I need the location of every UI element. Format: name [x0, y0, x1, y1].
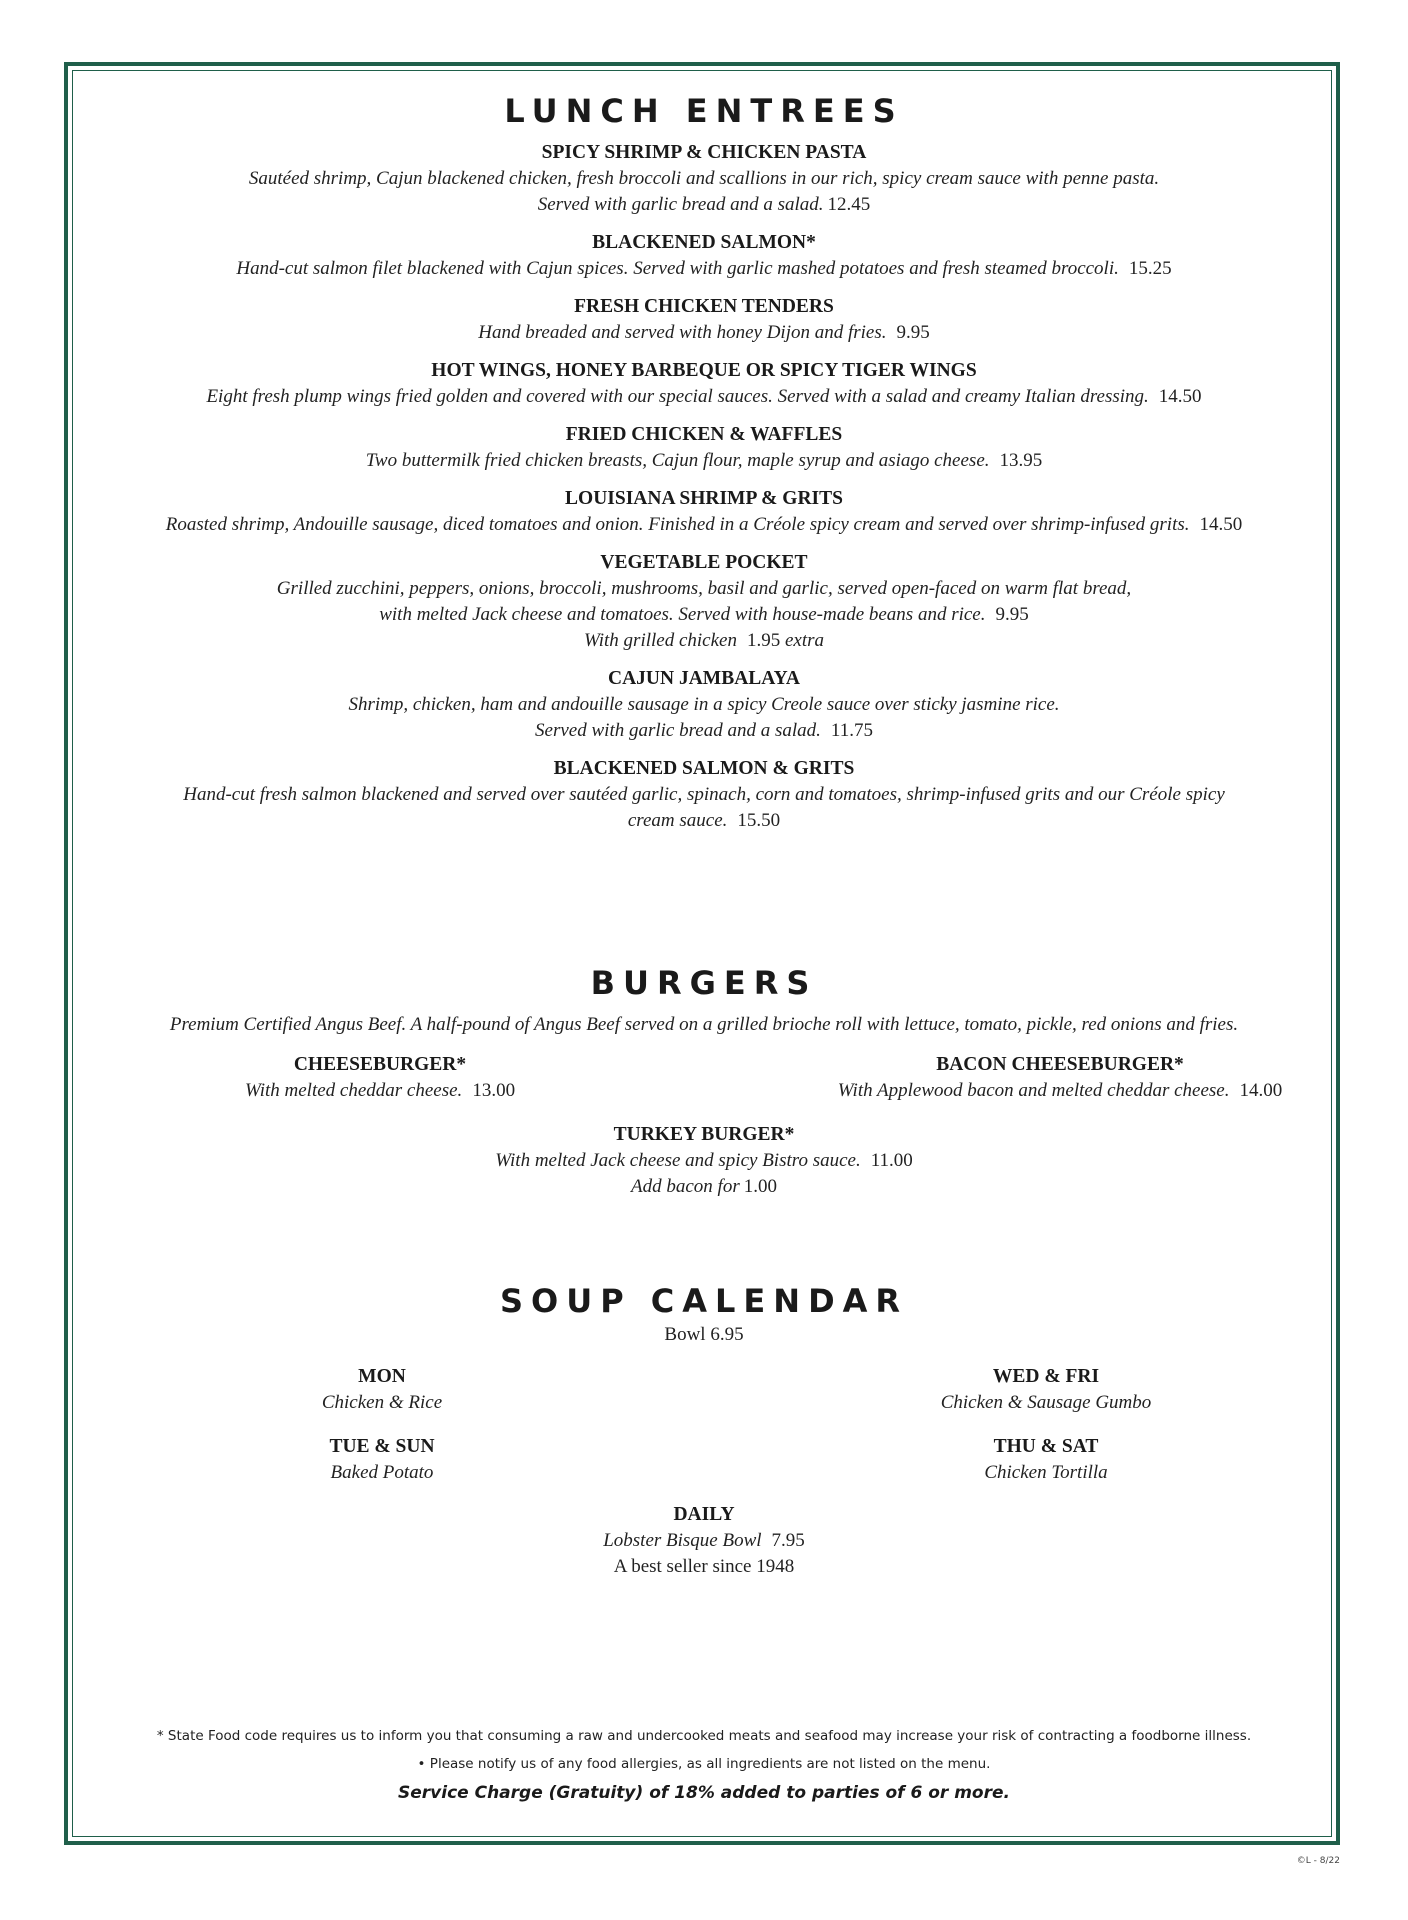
soup-name: Baked Potato [330, 1462, 434, 1483]
soup-row-1 [80, 1364, 1328, 1422]
lunch-entrees-title: LUNCH ENTREES [504, 92, 904, 130]
menu-item-cajun-jambalaya [80, 666, 1328, 744]
burgers-row [80, 1052, 1328, 1110]
soup-day-thu-sat [876, 1434, 1216, 1486]
menu-content [80, 90, 1328, 1580]
soup-row-2 [80, 1434, 1328, 1492]
item-description: Shrimp, chicken, ham and andouille sausage in a spicy Creole sauce over sticky jasmine rice. [348, 694, 1060, 715]
item-description: With melted cheddar cheese. 13.00 [244, 1080, 516, 1101]
item-description: With melted Jack cheese and spicy Bistro sauce. 11.00 [495, 1150, 913, 1171]
soup-name: Lobster Bisque Bowl 7.95 [603, 1530, 805, 1551]
item-name: BACON CHEESEBURGER* [936, 1054, 1184, 1075]
soup-price: 7.95 [771, 1530, 805, 1551]
item-price: 14.50 [1199, 514, 1243, 535]
menu-item-vegetable-pocket [80, 550, 1328, 654]
menu-item-louisiana-shrimp-grits [80, 486, 1328, 538]
item-price: 11.00 [870, 1150, 913, 1171]
addon-price: 1.00 [743, 1176, 777, 1197]
food-code-notice: * State Food code requires us to inform you that consuming a raw and undercooked meats and seafood may increase your risk of contracting a foodborne illness. [156, 1728, 1252, 1744]
item-price: 11.75 [830, 720, 873, 741]
soup-day-tue-sun [212, 1434, 552, 1486]
soup-day: WED & FRI [992, 1366, 1100, 1387]
burgers-intro: Premium Certified Angus Beef. A half-pound of Angus Beef served on a grilled brioche roll with lettuce, tomato, pickle, red onions and fries. [169, 1014, 1239, 1035]
item-description: Hand-cut salmon filet blackened with Cajun spices. Served with garlic mashed potatoes and fresh steamed broccoli. 15.25 [236, 258, 1172, 279]
item-description: Served with garlic bread and a salad. 11.75 [535, 720, 873, 741]
item-price: 13.00 [472, 1080, 516, 1101]
menu-item-blackened-salmon [80, 230, 1328, 282]
item-description: Roasted shrimp, Andouille sausage, diced tomatoes and onion. Finished in a Créole spicy cream and served over shrimp-infused grits. 14.50 [165, 514, 1243, 535]
item-description: Eight fresh plump wings fried golden and covered with our special sauces. Served with a salad and creamy Italian dressing. 14.50 [206, 386, 1202, 407]
menu-item-cheeseburger [190, 1052, 570, 1104]
item-name: CHEESEBURGER* [293, 1054, 467, 1075]
item-price: 14.50 [1158, 386, 1202, 407]
soup-name: Chicken & Rice [321, 1392, 443, 1413]
burgers-title: BURGERS [590, 964, 818, 1002]
item-description: Hand-cut fresh salmon blackened and served over sautéed garlic, spinach, corn and tomatoes, shrimp-infused grits and our Créole spicy [183, 784, 1225, 805]
item-name: BLACKENED SALMON & GRITS [553, 758, 855, 779]
item-price: 9.95 [995, 604, 1029, 625]
soup-day: TUE & SUN [329, 1436, 435, 1457]
item-price: 13.95 [999, 450, 1043, 471]
soup-day-wed-fri [876, 1364, 1216, 1416]
item-price: 15.25 [1128, 258, 1172, 279]
item-name: FRESH CHICKEN TENDERS [574, 296, 834, 317]
item-name: VEGETABLE POCKET [600, 552, 808, 573]
service-charge-notice: Service Charge (Gratuity) of 18% added to parties of 6 or more. [398, 1783, 1010, 1803]
item-name: TURKEY BURGER* [613, 1124, 795, 1145]
soup-calendar-title: SOUP CALENDAR [499, 1282, 909, 1320]
extra-price: 1.95 [746, 630, 781, 651]
item-description: with melted Jack cheese and tomatoes. Served with house-made beans and rice. 9.95 [379, 604, 1029, 625]
menu-item-spicy-shrimp-chicken-pasta [80, 140, 1328, 218]
menu-version-code: ©L - 8/22 [1296, 1856, 1340, 1866]
item-description: Sautéed shrimp, Cajun blackened chicken, fresh broccoli and scallions in our rich, spicy cream sauce with penne pasta. [248, 168, 1160, 189]
soup-note: A best seller since 1948 [613, 1556, 795, 1577]
item-name: SPICY SHRIMP & CHICKEN PASTA [541, 142, 867, 163]
menu-item-bacon-cheeseburger [790, 1052, 1330, 1104]
allergy-notice: • Please notify us of any food allergies, as all ingredients are not listed on the menu. [417, 1756, 991, 1772]
menu-item-fried-chicken-waffles [80, 422, 1328, 474]
menu-footer [80, 1722, 1328, 1808]
item-name: HOT WINGS, HONEY BARBEQUE OR SPICY TIGER WINGS [431, 360, 977, 381]
item-description: Served with garlic bread and a salad. 12.45 [537, 194, 871, 215]
soup-daily [80, 1502, 1328, 1580]
item-price: 15.50 [737, 810, 781, 831]
item-description: Grilled zucchini, peppers, onions, broccoli, mushrooms, basil and garlic, served open-faced on warm flat bread, [276, 578, 1132, 599]
item-name: CAJUN JAMBALAYA [608, 668, 800, 689]
soup-day: THU & SAT [993, 1436, 1099, 1457]
item-description: With Applewood bacon and melted cheddar cheese. 14.00 [837, 1080, 1283, 1101]
item-extra: With grilled chicken 1.95 extra [583, 630, 825, 651]
soup-name: Chicken & Sausage Gumbo [940, 1392, 1152, 1413]
item-price: 14.00 [1239, 1080, 1283, 1101]
menu-item-turkey-burger [80, 1122, 1328, 1200]
menu-item-fresh-chicken-tenders [80, 294, 1328, 346]
item-description: Two buttermilk fried chicken breasts, Cajun flour, maple syrup and asiago cheese. 13.95 [365, 450, 1043, 471]
item-price: 9.95 [896, 322, 930, 343]
item-name: FRIED CHICKEN & WAFFLES [565, 424, 843, 445]
soup-day: DAILY [673, 1504, 735, 1525]
item-description: Hand breaded and served with honey Dijon and fries. 9.95 [478, 322, 930, 343]
item-price: 12.45 [827, 194, 871, 215]
soup-bowl-price: Bowl 6.95 [664, 1324, 744, 1345]
soup-day: MON [358, 1366, 406, 1387]
item-addon: Add bacon for 1.00 [631, 1176, 777, 1197]
soup-day-mon [212, 1364, 552, 1416]
item-name: BLACKENED SALMON* [592, 232, 816, 253]
menu-item-blackened-salmon-grits [80, 756, 1328, 834]
soup-name: Chicken Tortilla [984, 1462, 1108, 1483]
menu-item-wings [80, 358, 1328, 410]
item-description: cream sauce. 15.50 [627, 810, 781, 831]
item-name: LOUISIANA SHRIMP & GRITS [565, 488, 843, 509]
